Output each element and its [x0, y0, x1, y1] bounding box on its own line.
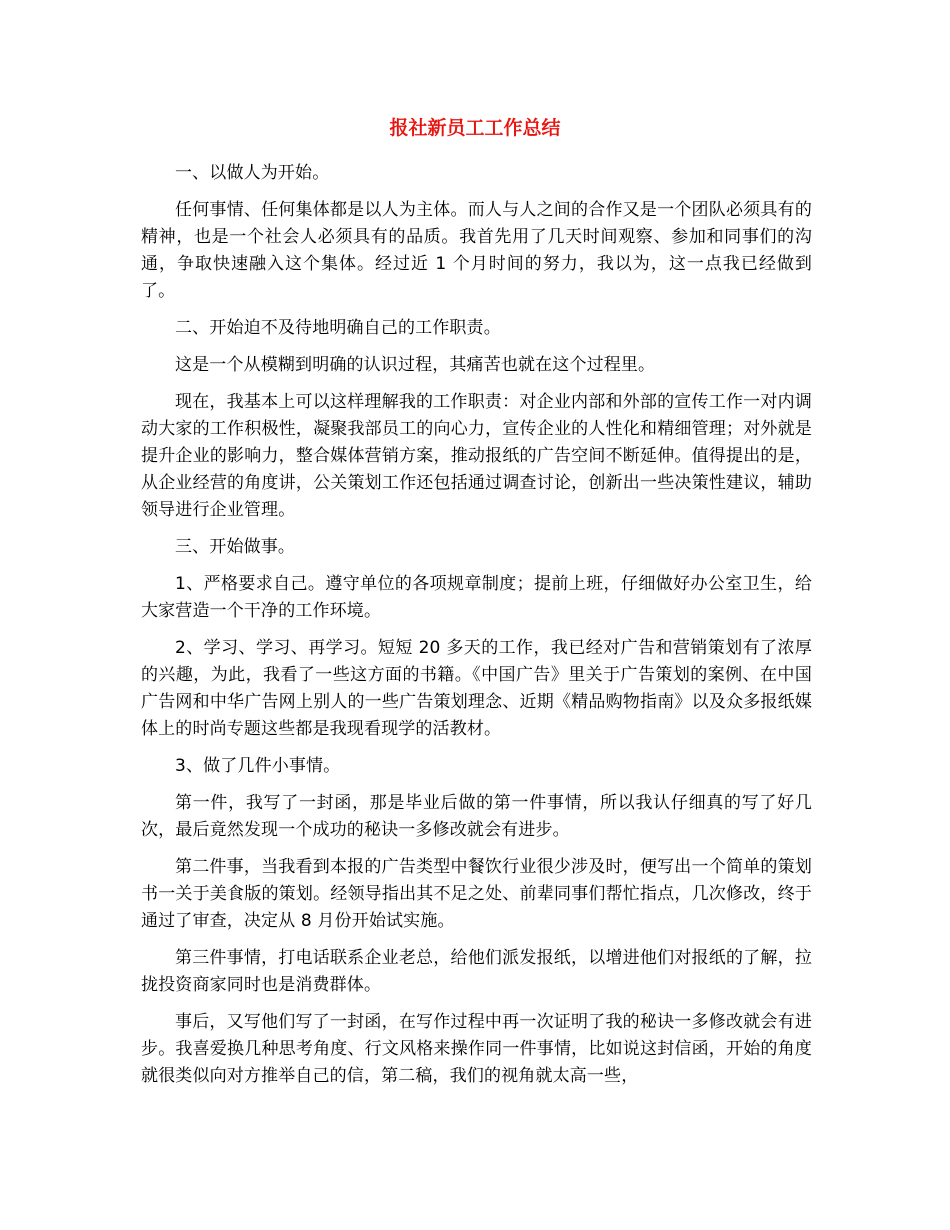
- body-paragraph: 第三件事情，打电话联系企业老总，给他们派发报纸，以增进他们对报纸的了解，拉拢投资商家同时也是消费群体。: [141, 948, 812, 995]
- body-paragraph: 第二件事，当我看到本报的广告类型中餐饮行业很少涉及时，便写出一个简单的策划书一关于美食版的策划。经领导指出其不足之处、前辈同事们帮忙指点，几次修改，终于通过了审查，决定从 8 月份开始试实施。: [141, 857, 812, 931]
- document-title: 报社新员工工作总结: [389, 117, 561, 139]
- body-paragraph: 第一件，我写了一封函，那是毕业后做的第一件事情，所以我认仔细真的写了好几次，最后竟然发现一个成功的秘诀一多修改就会有进步。: [141, 793, 812, 840]
- body-paragraph: 现在，我基本上可以这样理解我的工作职责：对企业内部和外部的宣传工作一对内调动大家的工作积极性，凝聚我部员工的向心力，宣传企业的人性化和精细管理；对外就是提升企业的影响力，整合媒体营销方案，推动报纸的广告空间不断延伸。值得提出的是，从企业经营的角度讲，公关策划工作还包括通过调查讨论，创新出一些决策性建议，辅助领导进行企业管理。: [141, 392, 812, 520]
- section-heading-2: 二、开始迫不及待地明确自己的工作职责。: [175, 318, 501, 338]
- list-item: 1、严格要求自己。遵守单位的各项规章制度；提前上班，仔细做好办公室卫生，给大家营造一个干净的工作环境。: [141, 574, 812, 621]
- section-heading-1: 一、以做人为开始。: [175, 163, 330, 183]
- body-paragraph: 事后，又写他们写了一封函，在写作过程中再一次证明了我的秘诀一多修改就会有进步。我喜爱换几种思考角度、行文风格来操作同一件事情，比如说这封信函，开始的角度就很类似向对方推举自己的信，第二稿，我们的视角就太高一些，: [141, 1012, 812, 1086]
- list-item: 3、做了几件小事情。: [175, 756, 341, 776]
- body-paragraph: 这是一个从模糊到明确的认识过程，其痛苦也就在这个过程里。: [175, 355, 656, 375]
- document-body: [141, 160, 812, 1100]
- section-heading-3: 三、开始做事。: [175, 537, 296, 557]
- body-paragraph: 任何事情、任何集体都是以人为主体。而人与人之间的合作又是一个团队必须具有的精神，也是一个社会人必须具有的品质。我首先用了几天时间观察、参加和同事们的沟通，争取快速融入这个集体。经过近 1 个月时间的努力，我以为，这一点我已经做到了。: [141, 200, 812, 301]
- list-item: 2、学习、学习、再学习。短短 20 多天的工作，我已经对广告和营销策划有了浓厚的兴趣，为此，我看了一些这方面的书籍。《中国广告》里关于广告策划的案例、在中国广告网和中华广告网上别人的一些广告策划理念、近期《精品购物指南》以及众多报纸媒体上的时尚专题这些都是我现看现学的活教材。: [141, 638, 812, 739]
